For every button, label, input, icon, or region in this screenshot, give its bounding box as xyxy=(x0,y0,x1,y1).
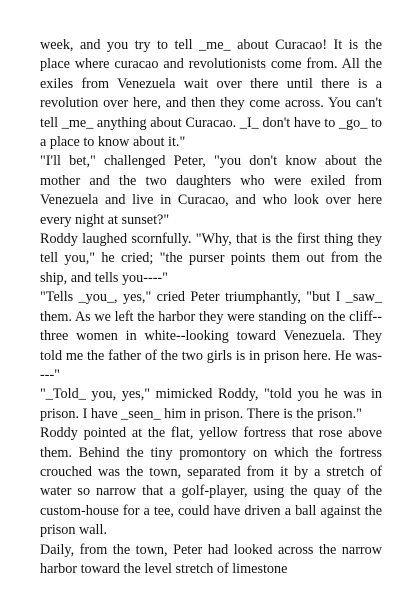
paragraph-roddy-laughs: Roddy laughed scornfully. "Why, that is the first thing they tell you," he cried; "the purser points them out from the ship, and tells you----" xyxy=(40,231,382,286)
paragraph-harbor-view: Daily, from the town, Peter had looked across the narrow harbor toward the level stretch of limestone xyxy=(40,541,382,577)
paragraph-peter-challenge: "I'll bet," challenged Peter, "you don't know about the mother and the two daughters who were exiled from Venezuela and live in Curacao, and who look over here every night at sunset?" xyxy=(40,153,382,228)
paragraph-roddy-mimics: "_Told_ you, yes," mimicked Roddy, "told you he was in prison. I have _seen_ him in prison. There is the prison." xyxy=(40,386,382,422)
paragraph-curacao-exiles: week, and you try to tell _me_ about Curacao! It is the place where curacao and revolutionists come from. All the exiles from Venezuela wait over there until there is a revolution over here, and then they come across. You can't tell _me_ anything about Curacao. _I_ don't have to _go_ to a place to know about it." xyxy=(40,37,382,151)
paragraph-peter-saw-them: "Tells _you_, yes," cried Peter triumphantly, "but I _saw_ them. As we left the harbor they were standing on the cliff--three women in white--looking toward Venezuela. They told me the father of the two girls is in prison here. He was----" xyxy=(40,289,382,383)
paragraph-fortress: Roddy pointed at the flat, yellow fortress that rose above them. Behind the tiny promontory on which the fortress crouched was the town, separated from it by a stretch of water so narrow that a golf-player, using the quay of the custom-house for a tee, could have driven a ball against the prison wall. xyxy=(40,425,382,539)
book-page xyxy=(40,36,382,579)
